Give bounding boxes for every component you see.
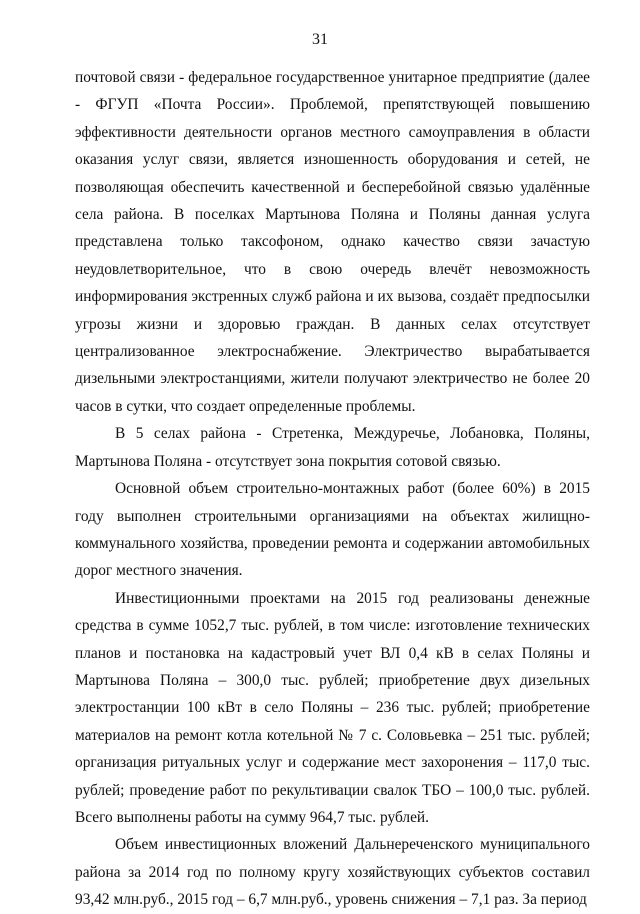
paragraph-investment-projects: Инвестиционными проектами на 2015 год реализованы денежные средства в сумме 1052,7 тыс. рублей, в том числе: изготовление технических планов и постановка на кадастровый учет ВЛ 0,4 кВ в селах Поляны и Мартынова Поляна – 300,0 тыс. рублей; приобретение двух дизельных электростанции 100 кВт в село Поляны – 236 тыс. рублей; приобретение материалов на ремонт котла котельной № 7 с. Соловьевка – 251 тыс. рублей; организация ритуальных услуг и содержание мест захоронения – 117,0 тыс. рублей; проведение работ по рекультивации свалок ТБО – 100,0 тыс. рублей. Всего выполнены работы на сумму 964,7 тыс. рублей. — [75, 589, 590, 826]
paragraph-construction-works: Основной объем строительно-монтажных работ (более 60%) в 2015 году выполнен строительными организациями на объектах жилищно-коммунального хозяйства, проведении ремонта и содержании автомобильных дорог местного значения. — [75, 480, 590, 580]
paragraph-cellular-coverage: В 5 селах района - Стретенка, Междуречье, Лобановка, Поляны, Мартынова Поляна - отсутствует зона покрытия сотовой связью. — [75, 425, 590, 470]
document-body — [75, 64, 590, 914]
page-number: 31 — [312, 31, 328, 48]
paragraph-investment-volume: Объем инвестиционных вложений Дальнереченского муниципального района за 2014 год по полному кругу хозяйствующих субъектов составил 93,42 млн.руб., 2015 год – 6,7 млн.руб., уровень снижения – 7,1 раз. За период — [75, 836, 590, 909]
paragraph-continuation: почтовой связи - федеральное государственное унитарное предприятие (далее - ФГУП «Почта России». Проблемой, препятствующей повышению эффективности деятельности органов местного самоуправления в области оказания услуг связи, является изношенность оборудования и сетей, не позволяющая обеспечить качественной и бесперебойной связью удалённые села района. В поселках Мартынова Поляна и Поляны данная услуга представлена только таксофоном, однако качество связи зачастую неудовлетворительное, что в свою очередь влечёт невозможность информирования экстренных служб района и их вызова, создаёт предпосылки угрозы жизни и здоровью граждан. В данных селах отсутствует централизованное электроснабжение. Электричество вырабатывается дизельными электростанциями, жители получают электричество не более 20 часов в сутки, что создает определенные проблемы. — [75, 69, 590, 415]
